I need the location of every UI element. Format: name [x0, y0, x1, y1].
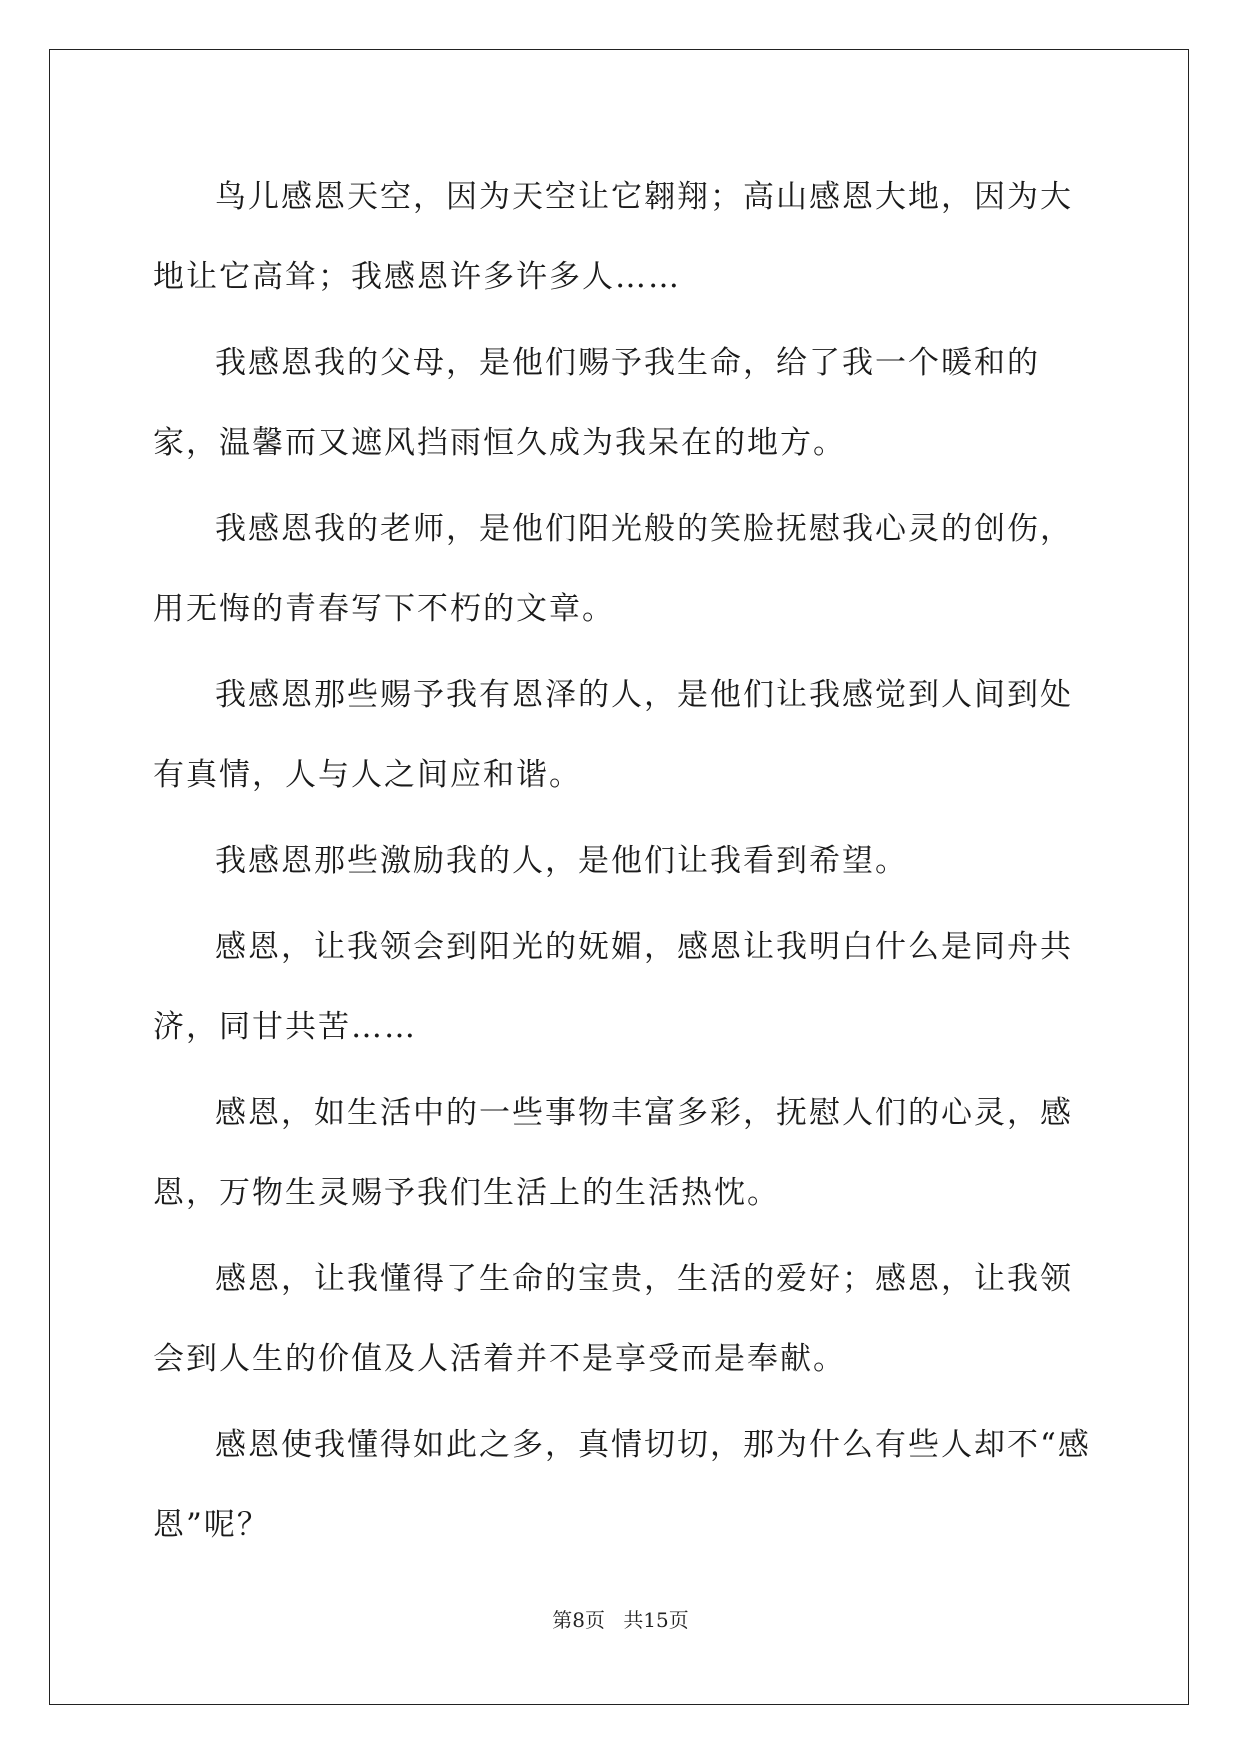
page-total: 共15页 — [623, 1608, 689, 1632]
paragraph-3: 我感恩我的老师，是他们阳光般的笑脸抚慰我心灵的创伤，用无悔的青春写下不朽的文章。 — [153, 511, 1073, 627]
paragraph-1: 鸟儿感恩天空，因为天空让它翱翔；高山感恩大地，因为大地让它高耸；我感恩许多许多人…… — [153, 179, 1073, 295]
paragraph-2: 我感恩我的父母，是他们赐予我生命，给了我一个暖和的家，温馨而又遮风挡雨恒久成为我呆在的地方。 — [153, 345, 1040, 461]
document-body — [153, 157, 1093, 1571]
paragraph-5: 我感恩那些激励我的人，是他们让我看到希望。 — [215, 843, 908, 879]
paragraph-7: 感恩，如生活中的一些事物丰富多彩，抚慰人们的心灵，感恩，万物生灵赐予我们生活上的生活热忱。 — [153, 1095, 1073, 1211]
paragraph-8: 感恩，让我懂得了生命的宝贵，生活的爱好；感恩，让我领会到人生的价值及人活着并不是享受而是奉献。 — [153, 1261, 1073, 1377]
paragraph-9: 感恩使我懂得如此之多，真情切切，那为什么有些人却不“感恩”呢？ — [153, 1427, 1091, 1543]
page-footer — [0, 1604, 1241, 1633]
paragraph-4: 我感恩那些赐予我有恩泽的人，是他们让我感觉到人间到处有真情，人与人之间应和谐。 — [153, 677, 1073, 793]
page-number: 第8页 — [552, 1608, 605, 1632]
paragraph-6: 感恩，让我领会到阳光的妩媚，感恩让我明白什么是同舟共济，同甘共苦…… — [153, 929, 1073, 1045]
